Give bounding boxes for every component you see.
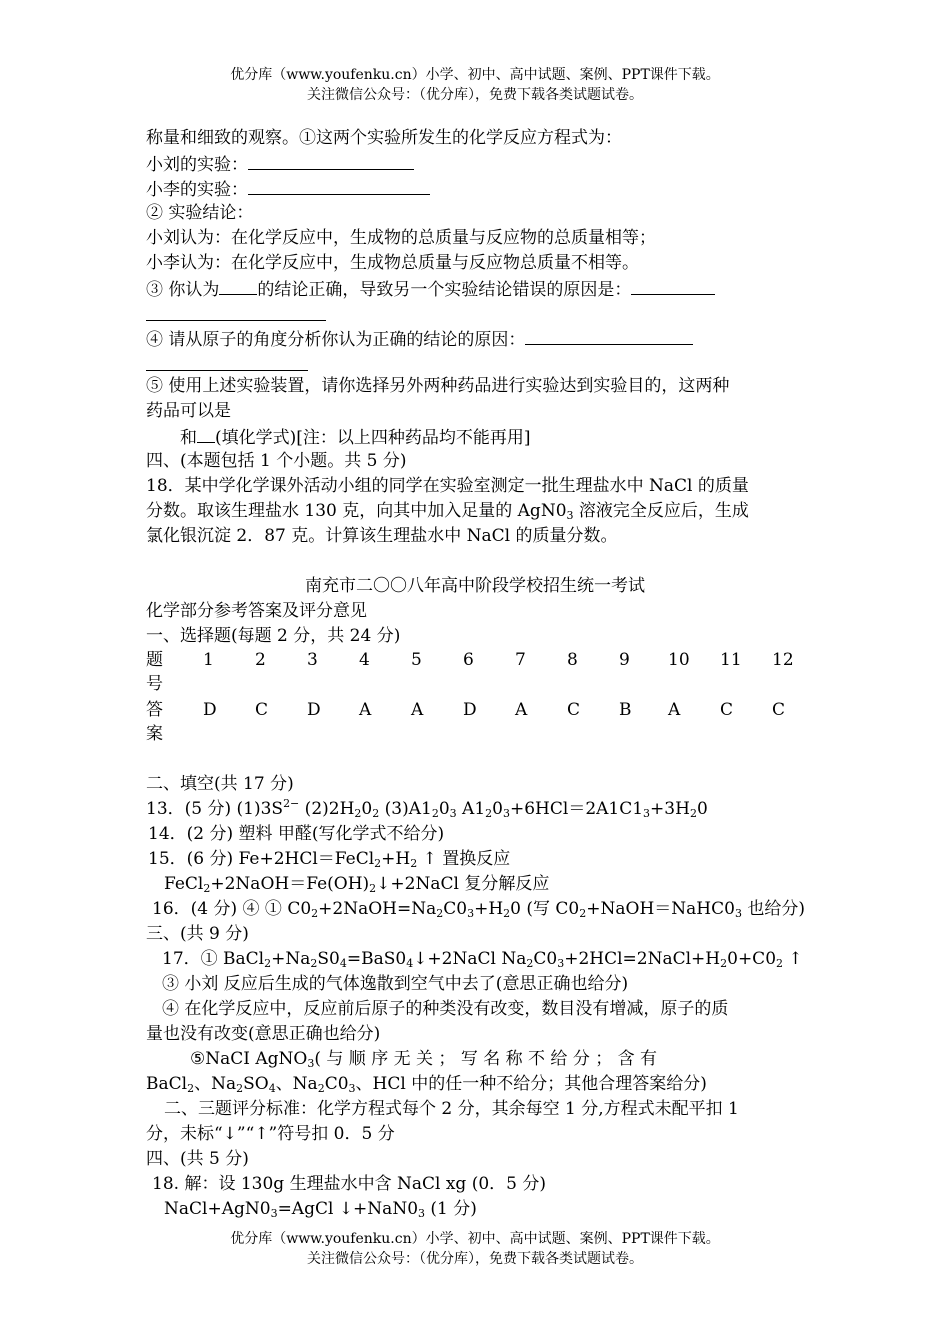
- answer-letter: A: [668, 700, 681, 720]
- answer-letter: C: [772, 700, 786, 720]
- q-text: 分数。取该生理盐水 130 克，向其中加入足量的 $AgN0_3$ 溶液完全反应后，生成: [146, 501, 749, 522]
- header-line-1: 优分库（www.youfenku.cn）小学、初中、高中试题、案例、PPT课件下载。: [230, 67, 720, 83]
- answer-blank[interactable]: [197, 424, 215, 443]
- section-heading: 四、(共 5 分): [146, 1149, 249, 1169]
- answer-line: 18. 解：设 130g 生理盐水中含 NaCl xg (0．5 分): [152, 1174, 547, 1194]
- q-text: 小李的实验：: [146, 176, 430, 202]
- q-text: 18．某中学化学课外活动小组的同学在实验室测定一批生理盐水中 NaCl 的质量: [146, 476, 749, 496]
- question-number: 1: [203, 650, 214, 670]
- answer-letter: D: [463, 700, 477, 720]
- q-text: 药品可以是: [146, 401, 231, 421]
- answer-line: 15．(6 分) $Fe+2HCl=FeCl_2+H_2$ ↑ 置换反应: [148, 849, 511, 870]
- answer-line: 量也没有改变(意思正确也给分): [146, 1024, 381, 1044]
- answer-line: 17．① $BaCl_2+Na_2S0_4=BaS0_4↓+2NaCl$ $Na_2C0_3+2HCl=2NaCl+H_20+C0_2$ ↑: [162, 949, 803, 970]
- answer-line: 16．(4 分) ④ ① $C0_2+2NaOH=Na_2C0_3+H_20$ (写 $C0_2+NaOH=NaHC0_3$ 也给分): [152, 899, 805, 920]
- answer-line: ③ 小刘 反应后生成的气体逸散到空气中去了(意思正确也给分): [162, 974, 629, 994]
- answer-blank[interactable]: [631, 276, 715, 295]
- answer-letter: D: [307, 700, 321, 720]
- header-line-2: 关注微信公众号：（优分库），免费下载各类试题试卷。: [307, 87, 643, 103]
- answer-letter: A: [359, 700, 372, 720]
- answer-line: ⑤NaCI AgNO$_3$( 与 顺 序 无 关 ； 写 名 称 不 给 分 ； 含 有: [190, 1049, 658, 1070]
- q-text: 和 (填化学式)[注：以上四种药品均不能再用]: [180, 424, 531, 450]
- answer-line: $NaCl+AgN0_3=AgCl$ $↓+NaN0_3$ (1 分): [164, 1199, 477, 1220]
- answer-title: 南充市二〇〇八年高中阶段学校招生统一考试: [305, 576, 645, 596]
- answer-blank[interactable]: [146, 319, 326, 321]
- answer-line: 13．(5 分) $(1)3S^{2-}$ $(2)2H_20_2$ $(3)A1_20_3$ $A1_20_3+6HCl=2A1C1_3+3H_20$: [146, 797, 708, 820]
- footer-line-2: 关注微信公众号：（优分库），免费下载各类试题试卷。: [307, 1251, 643, 1267]
- question-number: 4: [359, 650, 370, 670]
- answer-line: 二、三题评分标准：化学方程式每个 2 分，其余每空 1 分,方程式未配平扣 1: [164, 1099, 739, 1119]
- answer-letter: C: [567, 700, 581, 720]
- answer-blank[interactable]: [219, 276, 257, 295]
- question-number: 5: [411, 650, 422, 670]
- answer-line: BaCl$_2$、$Na_2SO_4$、$Na_2C0_3$、HCl 中的任一种不给分；其他合理答案给分): [146, 1074, 707, 1095]
- table-head: 题 号: [146, 650, 163, 694]
- answer-line: $FeCl_2+2NaOH=Fe(OH)_2↓+2NaCl$ 复分解反应: [164, 874, 550, 895]
- answer-letter: B: [619, 700, 632, 720]
- answer-line: ④ 在化学反应中，反应前后原子的种类没有改变，数目没有增减，原子的质: [162, 999, 729, 1019]
- question-number: 2: [255, 650, 266, 670]
- question-number: 3: [307, 650, 318, 670]
- table-head: 答 案: [146, 700, 163, 744]
- answer-line: 14．(2 分) 塑料 甲醛(写化学式不给分): [148, 824, 445, 844]
- question-number: 8: [567, 650, 578, 670]
- question-number: 12: [772, 650, 794, 670]
- q-text: ④ 请从原子的角度分析你认为正确的结论的原因：: [146, 326, 693, 352]
- answer-blank[interactable]: [525, 326, 693, 345]
- section-heading: 四、(本题包括 1 个小题。共 5 分): [146, 451, 407, 471]
- answer-blank[interactable]: [146, 369, 308, 371]
- answer-letter: A: [411, 700, 424, 720]
- answer-subtitle: 化学部分参考答案及评分意见: [146, 601, 367, 621]
- question-number: 10: [668, 650, 690, 670]
- q-text: ③ 你认为 的结论正确，导致另一个实验结论错误的原因是：: [146, 276, 715, 302]
- question-number: 7: [515, 650, 526, 670]
- q-text: 小刘认为：在化学反应中，生成物的总质量与反应物的总质量相等；: [146, 228, 656, 248]
- answer-letter: A: [515, 700, 528, 720]
- section-heading: 二、填空(共 17 分): [146, 774, 294, 794]
- q-text: ⑤ 使用上述实验装置，请你选择另外两种药品进行实验达到实验目的，这两种: [146, 376, 730, 396]
- section-heading: 三、(共 9 分): [146, 924, 249, 944]
- answer-letter: C: [255, 700, 269, 720]
- q-text: 称量和细致的观察。①这两个实验所发生的化学反应方程式为：: [146, 128, 622, 148]
- section-heading: 一、选择题(每题 2 分，共 24 分): [146, 626, 401, 646]
- question-number: 11: [720, 650, 742, 670]
- answer-letter: D: [203, 700, 217, 720]
- footer-line-1: 优分库（www.youfenku.cn）小学、初中、高中试题、案例、PPT课件下载。: [230, 1231, 720, 1247]
- q-text: 小刘的实验：: [146, 151, 414, 177]
- question-number: 9: [619, 650, 630, 670]
- q-text: 氯化银沉淀 2．87 克。计算该生理盐水中 NaCl 的质量分数。: [146, 526, 618, 546]
- q-text: 小李认为：在化学反应中，生成物总质量与反应物总质量不相等。: [146, 253, 639, 273]
- answer-blank[interactable]: [248, 176, 430, 195]
- answer-line: 分，未标“↓”“↑”符号扣 0．5 分: [146, 1124, 395, 1144]
- q-text: ② 实验结论：: [146, 203, 254, 223]
- answer-blank[interactable]: [248, 151, 414, 170]
- question-number: 6: [463, 650, 474, 670]
- answer-letter: C: [720, 700, 734, 720]
